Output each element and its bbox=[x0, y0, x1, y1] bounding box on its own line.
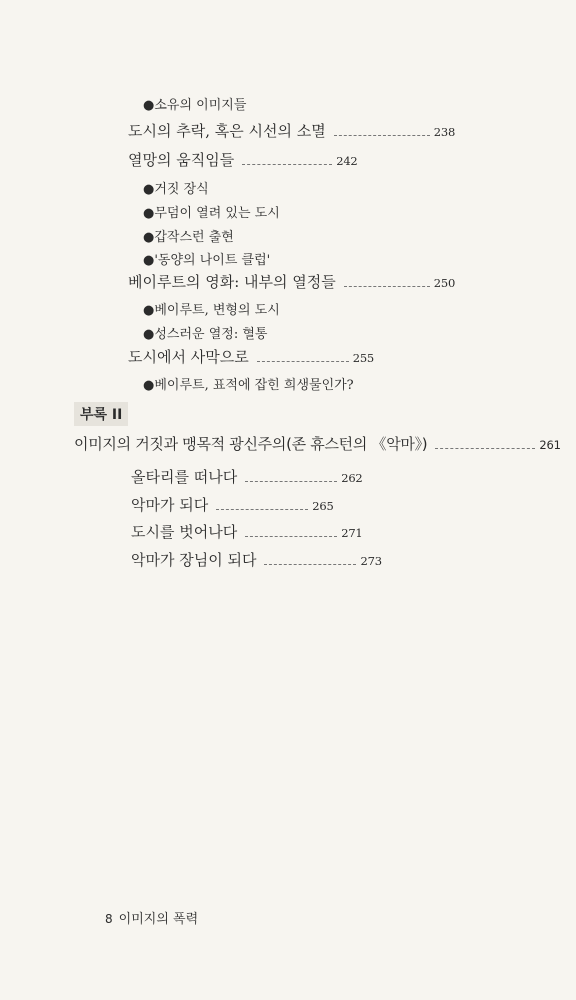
toc-subitem bbox=[143, 374, 354, 393]
toc-entry-title: 열망의 움직임들 bbox=[128, 151, 235, 169]
toc-entry-title: 도시에서 사막으로 bbox=[128, 348, 249, 366]
dotted-leader bbox=[334, 135, 430, 136]
toc-subitem-label: ●'동양의 나이트 클럽' bbox=[143, 253, 271, 268]
toc-entry bbox=[128, 346, 374, 367]
toc-entry-title: 도시의 추락, 혹은 시선의 소멸 bbox=[128, 122, 326, 140]
dotted-leader bbox=[435, 448, 535, 449]
toc-entry-title: 악마가 장님이 되다 bbox=[131, 551, 257, 569]
toc-entry bbox=[131, 549, 382, 570]
toc-entry-page: 271 bbox=[341, 526, 363, 540]
toc-subitem-label: ●소유의 이미지들 bbox=[143, 98, 247, 113]
toc-subitem-label: ●갑작스런 출현 bbox=[143, 230, 234, 245]
toc-entry-title: 올타리를 떠나다 bbox=[131, 468, 238, 486]
dotted-leader bbox=[245, 536, 337, 537]
toc-entry bbox=[131, 521, 363, 542]
dotted-leader bbox=[216, 509, 308, 510]
toc-entry-page: 273 bbox=[360, 554, 382, 568]
toc-subitem bbox=[143, 226, 234, 245]
dotted-leader bbox=[245, 481, 337, 482]
toc-entry-title: 악마가 되다 bbox=[131, 496, 209, 514]
toc-entry bbox=[131, 466, 363, 487]
toc-subitem-label: ●거짓 장식 bbox=[143, 182, 209, 197]
toc-subitem-label: ●베이루트, 변형의 도시 bbox=[143, 303, 280, 318]
appendix-label: 부록 II bbox=[74, 402, 128, 426]
page-number: 8 bbox=[105, 912, 113, 926]
toc-subitem bbox=[143, 94, 246, 113]
toc-subitem bbox=[143, 249, 270, 268]
toc-subitem-label: ●베이루트, 표적에 잡힌 희생물인가? bbox=[143, 378, 354, 393]
toc-subitem bbox=[143, 178, 209, 197]
toc-subitem bbox=[143, 299, 280, 318]
dotted-leader bbox=[264, 564, 356, 565]
toc-subitem bbox=[143, 202, 280, 221]
toc-subitem-label: ●성스러운 열정: 혈통 bbox=[143, 327, 268, 342]
toc-entry-title: 도시를 벗어나다 bbox=[131, 523, 238, 541]
toc-subitem-label: ●무덤이 열려 있는 도시 bbox=[143, 206, 280, 221]
dotted-leader bbox=[257, 361, 349, 362]
toc-entry bbox=[131, 494, 334, 515]
page-footer bbox=[105, 908, 198, 927]
toc-entry bbox=[128, 271, 455, 292]
toc-entry-page: 265 bbox=[312, 499, 334, 513]
appendix-title: 이미지의 거짓과 맹목적 광신주의(존 휴스턴의 《악마》) bbox=[74, 435, 428, 453]
toc-entry-page: 255 bbox=[352, 351, 375, 365]
dotted-leader bbox=[242, 164, 332, 165]
toc-entry-page: 262 bbox=[341, 471, 363, 485]
appendix-heading bbox=[74, 433, 561, 454]
book-title: 이미지의 폭력 bbox=[118, 912, 199, 927]
toc-entry-page: 250 bbox=[433, 276, 456, 290]
appendix-page: 261 bbox=[539, 438, 561, 452]
toc-entry-page: 238 bbox=[433, 125, 456, 139]
toc-entry-title: 베이루트의 영화: 내부의 열정들 bbox=[128, 273, 336, 291]
toc-subitem bbox=[143, 323, 267, 342]
toc-entry bbox=[128, 149, 358, 170]
toc-entry-page: 242 bbox=[336, 154, 358, 168]
dotted-leader bbox=[344, 286, 430, 287]
toc-entry bbox=[128, 120, 455, 141]
